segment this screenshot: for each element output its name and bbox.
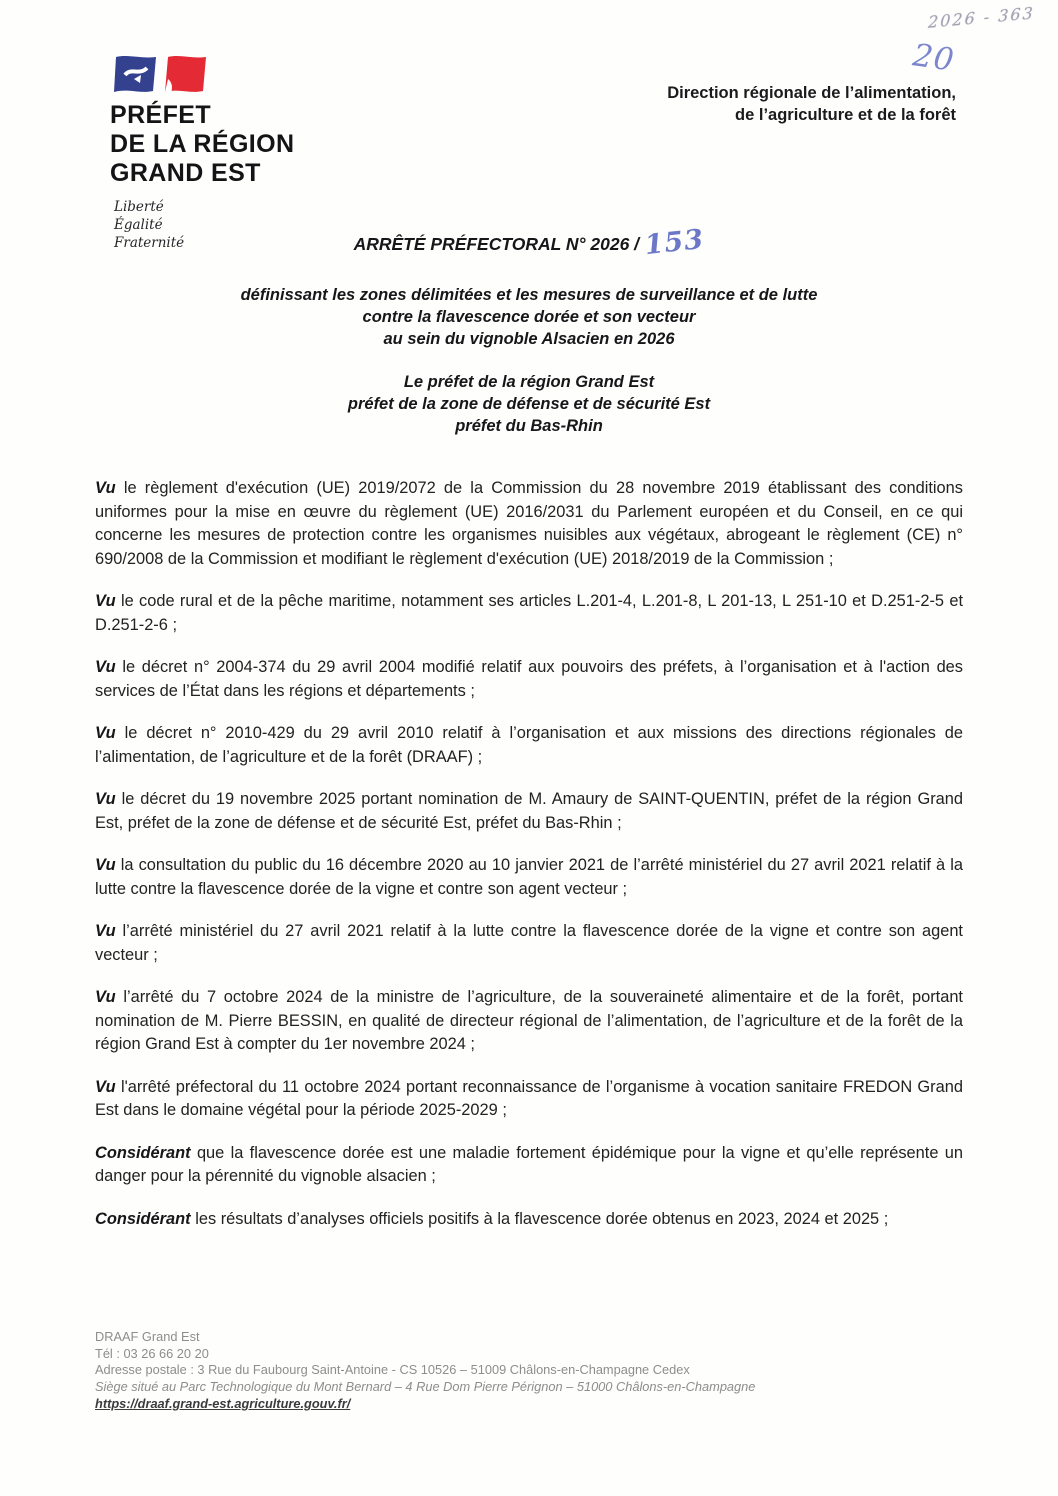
paragraph-lead: Vu	[95, 724, 116, 742]
body-paragraph	[95, 1208, 963, 1232]
paragraph-text: les résultats d’analyses officiels positifs à la flavescence dorée obtenus en 2023, 2024 et 2025 ;	[195, 1209, 889, 1228]
decree-subject	[0, 284, 1058, 350]
republic-logo-block	[110, 55, 294, 252]
paragraph-lead: Vu	[95, 479, 116, 497]
paragraph-text: le décret n° 2004-374 du 29 avril 2004 modifié relatif aux pouvoirs des préfets, à l’organisation et à l'action des services de l’État dans les régions et départements ;	[95, 658, 963, 700]
paragraph-text: le décret du 19 novembre 2025 portant nomination de M. Amaury de SAINT-QUENTIN, préfet de la région Grand Est, préfet de la zone de défense et de sécurité Est, préfet du Bas-Rhin ;	[95, 790, 964, 832]
direction-line-1: Direction régionale de l’alimentation,	[667, 84, 956, 102]
footer-head-office: Siège situé au Parc Technologique du Mont Bernard – 4 Rue Dom Pierre Pérignon – 51000 Châlons-en-Champagne	[95, 1378, 756, 1394]
body-paragraph	[95, 656, 963, 703]
french-flag-icon	[112, 55, 208, 95]
motto-egalite: Égalité	[114, 217, 163, 233]
footer-website-link[interactable]: https://draaf.grand-est.agriculture.gouv.fr/	[95, 1396, 351, 1411]
paragraph-lead: Considérant	[95, 1143, 191, 1162]
body-paragraph	[95, 722, 963, 769]
body-paragraph	[95, 986, 963, 1057]
decree-issuer	[0, 371, 1058, 437]
paragraph-text: la consultation du public du 16 décembre 2020 au 10 janvier 2021 de l’arrêté ministériel du 27 avril 2021 relatif à la lutte contre la flavescence dorée de la vigne et contre son agent vecteur ;	[95, 856, 963, 898]
paragraph-lead: Vu	[95, 856, 116, 874]
handwritten-decree-number: 153	[643, 223, 706, 262]
paragraph-lead: Vu	[95, 988, 116, 1006]
issuer-line-2: préfet de la zone de défense et de sécurité Est	[347, 395, 711, 413]
paragraph-text: que la flavescence dorée est une maladie fortement épidémique pour la vigne et qu’elle représente un danger pour la pérennité du vignoble alsacien ;	[95, 1143, 963, 1185]
subject-line-2: contre la flavescence dorée et son vecteur	[362, 308, 696, 326]
body-paragraph	[95, 1142, 963, 1189]
direction-line-2: de l’agriculture et de la forêt	[735, 106, 956, 124]
motto-fraternite: Fraternité	[114, 235, 185, 251]
paragraph-text: le règlement d'exécution (UE) 2019/2072 de la Commission du 28 novembre 2019 établissant des conditions uniformes pour la mise en œuvre du règlement (UE) 2016/2031 du Parlement européen et du Conseil, en ce qui concerne les mesures de protection contre les organismes nuisibles aux végétaux, abrogeant le règlement (CE) n° 690/2008 de la Commission et modifiant le règlement d'exécution (UE) 2018/2019 de la Commission ;	[95, 479, 963, 568]
logo-line-grand-est: GRAND EST	[110, 159, 261, 187]
footer-organization: DRAAF Grand Est	[95, 1329, 200, 1344]
subject-line-1: définissant les zones délimitées et les mesures de surveillance et de lutte	[240, 286, 818, 304]
handwritten-page-number: 20	[910, 37, 957, 79]
handwritten-reference-number: 2026 - 363	[927, 3, 1036, 32]
paragraph-text: l’arrêté du 7 octobre 2024 de la ministre de l’agriculture, de la souveraineté alimentaire et de la forêt, portant nomination de M. Pierre BESSIN, en qualité de directeur régional de l’alimentation, de l’agriculture et de la forêt de la région Grand Est à compter du 1er novembre 2024 ;	[95, 988, 963, 1053]
footer-postal-address: Adresse postale : 3 Rue du Faubourg Saint-Antoine - CS 10526 – 51009 Châlons-en-Champagne Cedex	[95, 1362, 690, 1377]
body-paragraph	[95, 590, 963, 637]
document-footer	[95, 1329, 875, 1413]
issuer-line-3: préfet du Bas-Rhin	[455, 417, 603, 435]
body-paragraph	[95, 920, 963, 967]
paragraph-text: l’arrêté ministériel du 27 avril 2021 relatif à la lutte contre la flavescence dorée de la vigne et contre son agent vecteur ;	[95, 922, 963, 964]
issuing-direction	[667, 82, 956, 126]
subject-line-3: au sein du vignoble Alsacien en 2026	[383, 330, 675, 348]
paragraph-lead: Vu	[95, 592, 116, 610]
decree-title-text: ARRÊTÉ PRÉFECTORAL N° 2026 /	[353, 234, 640, 255]
paragraph-lead: Vu	[95, 1077, 116, 1096]
paragraph-lead: Vu	[95, 658, 116, 676]
body-paragraph	[95, 477, 963, 571]
footer-phone: Tél : 03 26 66 20 20	[95, 1345, 209, 1361]
paragraph-lead: Considérant	[95, 1209, 191, 1228]
paragraph-lead: Vu	[95, 790, 116, 808]
logo-line-prefet: PRÉFET	[110, 101, 212, 129]
body-paragraph	[95, 854, 963, 901]
paragraph-text: l'arrêté préfectoral du 11 octobre 2024 portant reconnaissance de l’organisme à vocation sanitaire FREDON Grand Est dans le domaine végétal pour la période 2025-2029 ;	[95, 1077, 963, 1119]
decree-body	[95, 477, 963, 1250]
paragraph-text: le code rural et de la pêche maritime, notamment ses articles L.201-4, L.201-8, L 201-13, L 251-10 et D.251-2-5 et D.251-2-6 ;	[95, 592, 964, 634]
logo-line-region: DE LA RÉGION	[110, 130, 295, 158]
motto-liberte: Liberté	[114, 199, 164, 215]
paragraph-lead: Vu	[95, 922, 116, 940]
paragraph-text: le décret n° 2010-429 du 29 avril 2010 relatif à l’organisation et aux missions des directions régionales de l’alimentation, de l’agriculture et de la forêt (DRAAF) ;	[95, 724, 963, 766]
body-paragraph	[95, 788, 963, 835]
body-paragraph	[95, 1076, 963, 1123]
issuer-line-1: Le préfet de la région Grand Est	[403, 373, 655, 391]
